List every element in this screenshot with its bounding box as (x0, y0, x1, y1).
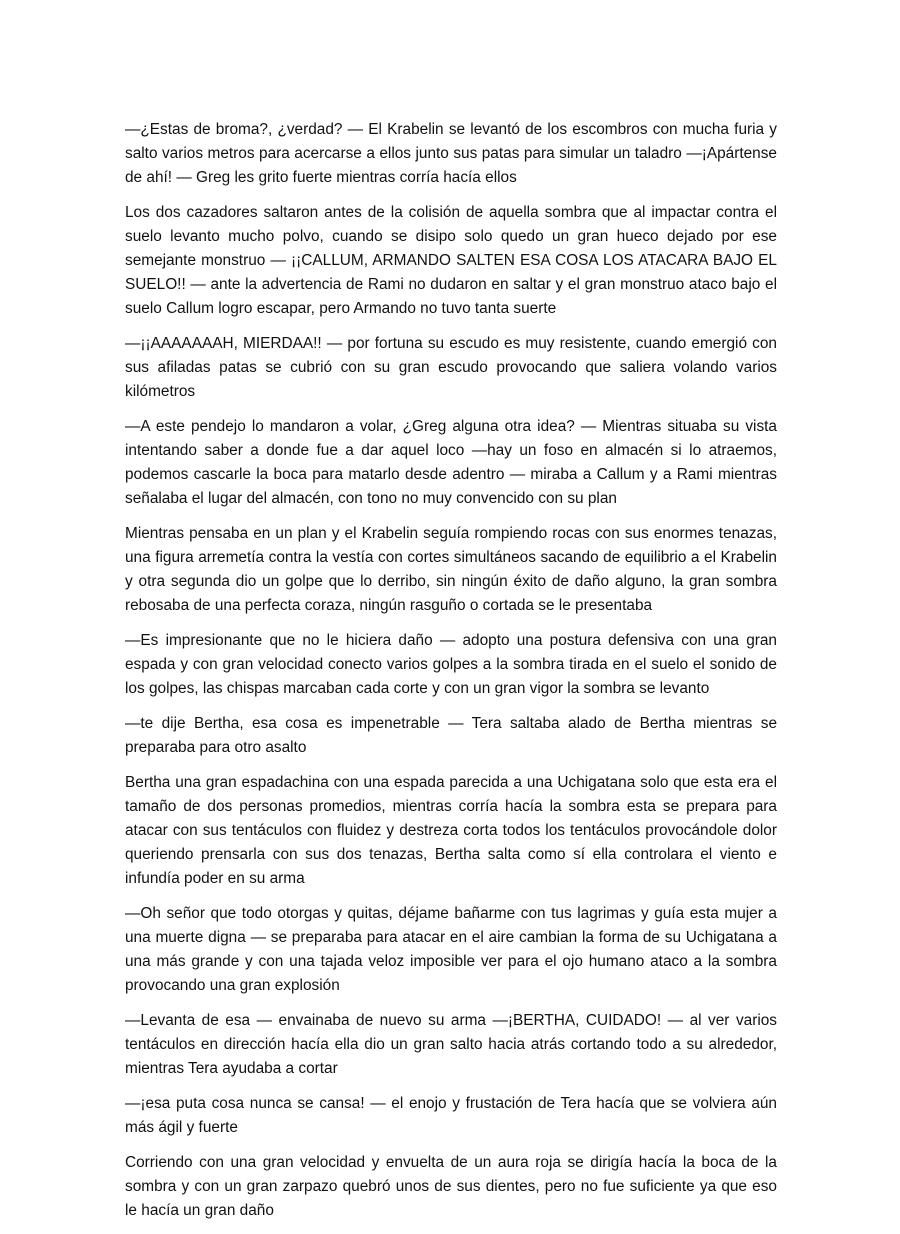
paragraph: —Levanta de esa — envainaba de nuevo su arma —¡BERTHA, CUIDADO! — al ver varios tentáculos en dirección hacía ella dio un gran salto hacia atrás cortando todo a su alrededor, mientras Tera ayudaba a cortar (125, 1012, 777, 1077)
paragraph: —Oh señor que todo otorgas y quitas, déjame bañarme con tus lagrimas y guía esta mujer a una muerte digna — se preparaba para atacar en el aire cambian la forma de su Uchigatana a una más grande y con una tajada veloz imposible ver para el ojo humano ataco a la sombra provocando una gran explosión (125, 905, 777, 994)
paragraph: —¿Estas de broma?, ¿verdad? — El Krabelin se levantó de los escombros con mucha furia y salto varios metros para acercarse a ellos junto sus patas para simular un taladro —¡Apártense de ahí! — Greg les grito fuerte mientras corría hacía ellos (125, 121, 777, 186)
paragraph: Corriendo con una gran velocidad y envuelta de un aura roja se dirigía hacía la boca de la sombra y con un gran zarpazo quebró unos de sus dientes, pero no fue suficiente ya que eso le hacía un gran daño (125, 1154, 777, 1219)
document-page (125, 118, 777, 1234)
paragraph: —¡¡AAAAAAAH, MIERDAA!! — por fortuna su escudo es muy resistente, cuando emergió con sus afiladas patas se cubrió con su gran escudo provocando que saliera volando varios kilómetros (125, 335, 777, 400)
paragraph: —Es impresionante que no le hiciera daño — adopto una postura defensiva con una gran espada y con gran velocidad conecto varios golpes a la sombra tirada en el suelo el sonido de los golpes, las chispas marcaban cada corte y con un gran vigor la sombra se levanto (125, 632, 777, 697)
paragraph: Mientras pensaba en un plan y el Krabelin seguía rompiendo rocas con sus enormes tenazas, una figura arremetía contra la vestía con cortes simultáneos sacando de equilibrio a el Krabelin y otra segunda dio un golpe que lo derribo, sin ningún éxito de daño alguno, la gran sombra rebosaba de una perfecta coraza, ningún rasguño o cortada se le presentaba (125, 525, 777, 614)
paragraph: —¡esa puta cosa nunca se cansa! — el enojo y frustación de Tera hacía que se volviera aún más ágil y fuerte (125, 1095, 777, 1136)
paragraph: —A este pendejo lo mandaron a volar, ¿Greg alguna otra idea? — Mientras situaba su vista intentando saber a donde fue a dar aquel loco —hay un foso en almacén si lo atraemos, podemos cascarle la boca para matarlo desde adentro — miraba a Callum y a Rami mientras señalaba el lugar del almacén, con tono no muy convencido con su plan (125, 418, 777, 507)
paragraph: Bertha una gran espadachina con una espada parecida a una Uchigatana solo que esta era el tamaño de dos personas promedios, mientras corría hacía la sombra esta se prepara para atacar con sus tentáculos con fluidez y destreza corta todos los tentáculos provocándole dolor queriendo prensarla con sus dos tenazas, Bertha salta como sí ella controlara el viento e infundía poder en su arma (125, 774, 777, 887)
paragraph: —te dije Bertha, esa cosa es impenetrable — Tera saltaba alado de Bertha mientras se preparaba para otro asalto (125, 715, 777, 756)
paragraph: Los dos cazadores saltaron antes de la colisión de aquella sombra que al impactar contra el suelo levanto mucho polvo, cuando se disipo solo quedo un gran hueco dejado por ese semejante monstruo — ¡¡CALLUM, ARMANDO SALTEN ESA COSA LOS ATACARA BAJO EL SUELO!! — ante la advertencia de Rami no dudaron en saltar y el gran monstruo ataco bajo el suelo Callum logro escapar, pero Armando no tuvo tanta suerte (125, 204, 777, 317)
